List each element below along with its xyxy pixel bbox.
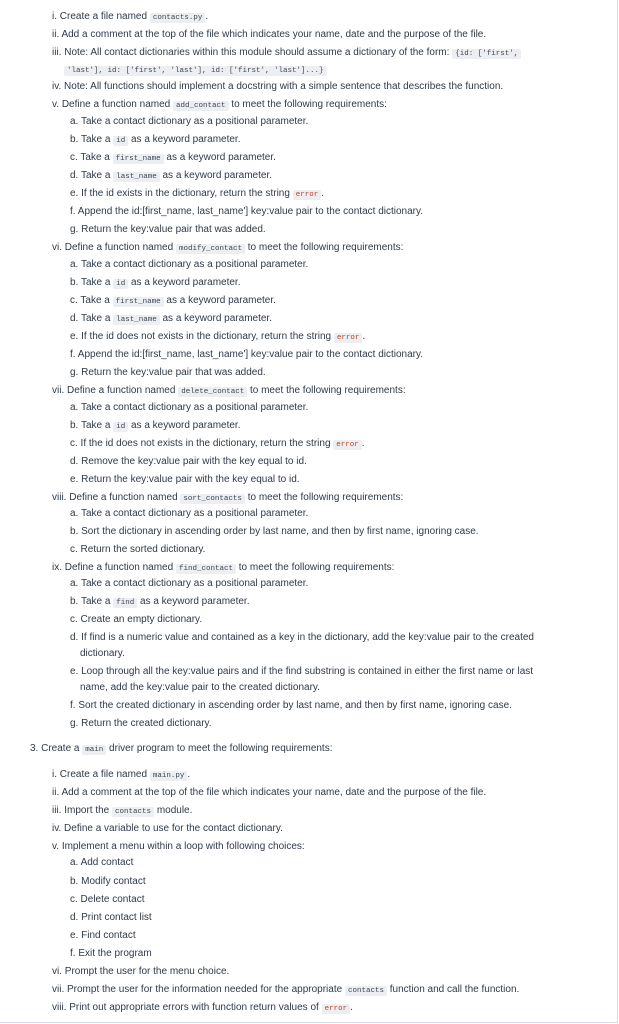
code-add-contact: add_contact	[173, 101, 229, 111]
code-modify-contact: modify_contact	[176, 244, 245, 254]
item-2-ix-a: a. Take a contact dictionary as a positional parameter.	[70, 578, 309, 589]
item-2-v-d: d. Take a last_name as a keyword parameter.	[70, 170, 272, 181]
item-2-vii-e: e. Return the key:value pair with the key equal to id.	[70, 474, 300, 485]
item-2-ix-c: c. Create an empty dictionary.	[70, 614, 203, 625]
code-error: error	[322, 1004, 351, 1014]
code-main-py: main.py	[150, 771, 188, 781]
item-2-viii: viii. Define a function named sort_contacts to meet the following requirements:	[52, 492, 404, 503]
item-2-ix-e-cont: name, add the key:value pair to the created dictionary.	[80, 682, 320, 693]
code-sort-contacts: sort_contacts	[180, 494, 245, 504]
item-3-i: i. Create a file named main.py .	[52, 769, 191, 780]
code-contacts: contacts	[112, 807, 154, 817]
item-2-vi-e: e. If the id does not exists in the dictionary, return the string error .	[70, 331, 366, 342]
menu-choice-add: a. Add contact	[70, 857, 134, 868]
code-main: main	[82, 745, 106, 755]
item-2-iv: iv. Note: All functions should implement a docstring with a simple sentence that describes the function.	[52, 81, 504, 92]
item-3-viii: viii. Print out appropriate errors with function return values of error .	[52, 1002, 353, 1013]
menu-choice-print: d. Print contact list	[70, 912, 152, 923]
item-2-vii: vii. Define a function named delete_contact to meet the following requirements:	[52, 385, 406, 396]
item-2-ii: ii. Add a comment at the top of the file which indicates your name, date and the purpose of the file.	[52, 29, 487, 40]
item-2-vii-d: d. Remove the key:value pair with the key equal to id.	[70, 456, 307, 467]
item-2-vi-f: f. Append the id:[first_name, last_name'] key:value pair to the contact dictionary.	[70, 349, 424, 360]
item-3-ii: ii. Add a comment at the top of the file which indicates your name, date and the purpose of the file.	[52, 787, 487, 798]
section-3-heading: 3. Create a main driver program to meet the following requirements:	[30, 743, 333, 754]
item-3-v: v. Implement a menu within a loop with following choices:	[52, 841, 305, 852]
code-dict-form-2: 'last'], id: ['first', 'last'], id: ['first', 'last']...}	[64, 66, 327, 76]
item-2-viii-c: c. Return the sorted dictionary.	[70, 544, 206, 555]
item-2-iii: iii. Note: All contact dictionaries within this module should assume a dictionary of the form: {id: ['first',	[52, 47, 521, 60]
item-2-vii-a: a. Take a contact dictionary as a positional parameter.	[70, 402, 309, 413]
menu-choice-exit: f. Exit the program	[70, 948, 152, 959]
item-2-v-c: c. Take a first_name as a keyword parameter.	[70, 152, 276, 163]
item-2-ix-d-cont: dictionary.	[80, 648, 125, 659]
item-2-v-a: a. Take a contact dictionary as a positional parameter.	[70, 116, 309, 127]
code-delete-contact: delete_contact	[178, 387, 247, 397]
item-2-viii-a: a. Take a contact dictionary as a positional parameter.	[70, 508, 309, 519]
code-find-contact: find_contact	[176, 564, 236, 574]
item-2-v-f: f. Append the id:[first_name, last_name'] key:value pair to the contact dictionary.	[70, 206, 424, 217]
code-dict-form-1: {id: ['first',	[452, 49, 521, 59]
item-3-vi: vi. Prompt the user for the menu choice.	[52, 966, 230, 977]
item-2-vi-c: c. Take a first_name as a keyword parameter.	[70, 295, 276, 306]
menu-choice-modify: b. Modify contact	[70, 876, 146, 887]
item-2-v-e: e. If the id exists in the dictionary, return the string error .	[70, 188, 324, 199]
item-2-ix-b: b. Take a find as a keyword parameter.	[70, 596, 250, 607]
item-2-iii-cont	[64, 64, 327, 77]
item-2-vi-a: a. Take a contact dictionary as a positional parameter.	[70, 259, 309, 270]
menu-choice-delete: c. Delete contact	[70, 894, 145, 905]
item-2-ix-d: d. If find is a numeric value and contained as a key in the dictionary, add the key:value pair to the created	[70, 632, 534, 643]
code-contacts-2: contacts	[345, 986, 387, 996]
item-2-v-b: b. Take a id as a keyword parameter.	[70, 134, 241, 145]
item-2-vi-d: d. Take a last_name as a keyword parameter.	[70, 313, 272, 324]
item-2-ix-f: f. Sort the created dictionary in ascending order by last name, and then by first name, ignoring case.	[70, 700, 512, 711]
item-2-vii-c: c. If the id does not exists in the dictionary, return the string error .	[70, 438, 365, 449]
item-3-iv: iv. Define a variable to use for the contact dictionary.	[52, 823, 283, 834]
menu-choice-find: e. Find contact	[70, 930, 136, 941]
item-2-v-g: g. Return the key:value pair that was added.	[70, 224, 266, 235]
item-2-vii-b: b. Take a id as a keyword parameter.	[70, 420, 241, 431]
item-2-vi-g: g. Return the key:value pair that was added.	[70, 367, 266, 378]
item-2-ix-g: g. Return the created dictionary.	[70, 718, 212, 729]
item-2-vi-b: b. Take a id as a keyword parameter.	[70, 277, 241, 288]
item-3-iii: iii. Import the contacts module.	[52, 805, 193, 816]
item-2-vi: vi. Define a function named modify_contact to meet the following requirements:	[52, 242, 404, 253]
item-2-v: v. Define a function named add_contact to meet the following requirements:	[52, 99, 387, 110]
item-2-ix: ix. Define a function named find_contact to meet the following requirements:	[52, 562, 395, 573]
item-2-i: i. Create a file named contacts.py .	[52, 11, 209, 22]
item-2-ix-e: e. Loop through all the key:value pairs and if the find substring is contained in either the first name or last	[70, 666, 534, 677]
item-2-viii-b: b. Sort the dictionary in ascending order by last name, and then by first name, ignoring case.	[70, 526, 479, 537]
item-3-vii: vii. Prompt the user for the information needed for the appropriate contacts function and call the function.	[52, 984, 520, 995]
code-contacts-py: contacts.py	[150, 13, 206, 23]
